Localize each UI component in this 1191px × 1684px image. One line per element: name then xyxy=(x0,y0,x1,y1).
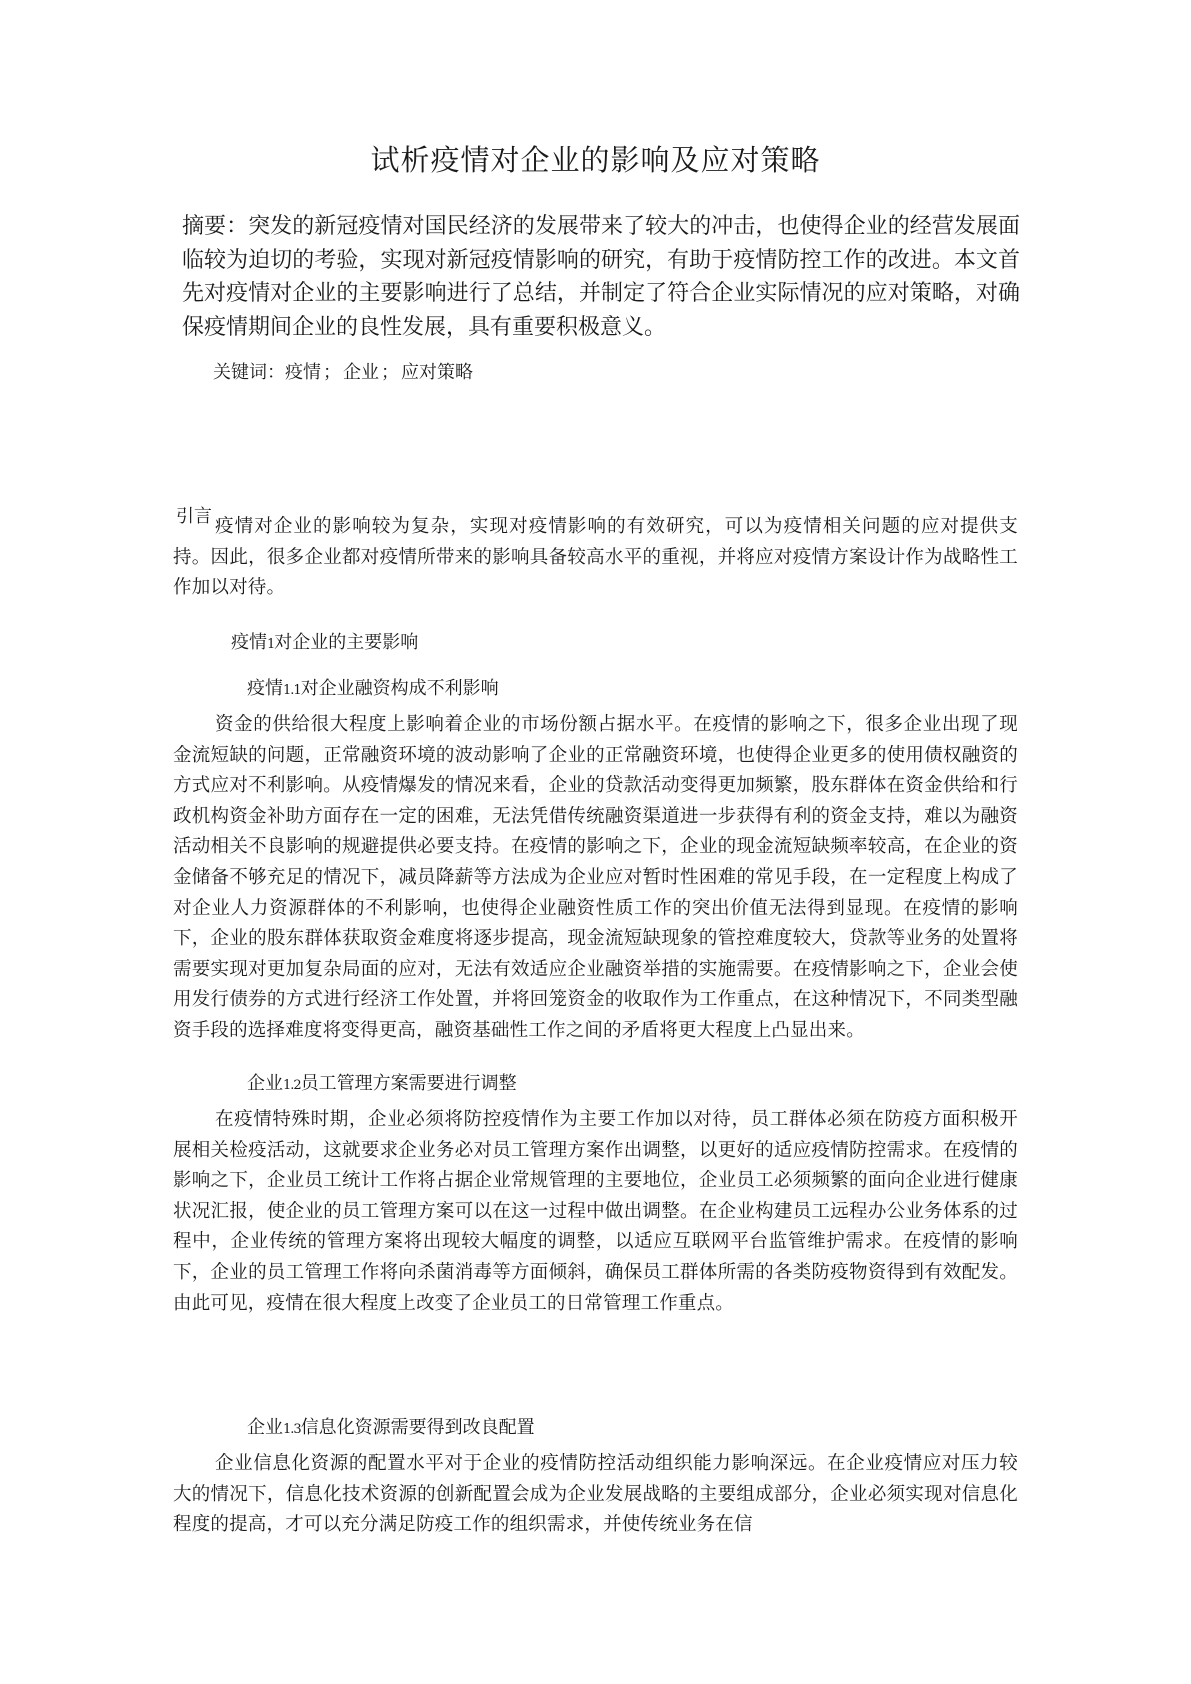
section-number: 1.2 xyxy=(283,1078,301,1093)
section-number: 1.3 xyxy=(283,1422,301,1437)
intro-paragraph: 疫情对企业的影响较为复杂，实现对疫情影响的有效研究，可以为疫情相关问题的应对提供支持。因此，很多企业都对疫情所带来的影响具备较高水平的重视，并将应对疫情方案设计作为战略性工作加以对待。 xyxy=(173,516,1018,599)
section-heading-text: 信息化资源需要得到改良配置 xyxy=(300,1417,535,1438)
section-heading-text: 对企业的主要影响 xyxy=(274,632,419,653)
keywords-label: 关键词： xyxy=(213,362,285,383)
abstract-paragraph xyxy=(172,210,1020,344)
section-number: 1 xyxy=(267,637,275,652)
abstract-text: 摘要：突发的新冠疫情对国民经济的发展带来了较大的冲击，也使得企业的经营发展面临较为迫切的考验，实现对新冠疫情影响的研究，有助于疫情防控工作的改进。本文首先对疫情对企业的主要影响进行了总结，并制定了符合企业实际情况的应对策略，对确保疫情期间企业的良性发展，具有重要积极意义。 xyxy=(182,214,1020,340)
section-heading-text: 企业 xyxy=(247,1417,283,1438)
subsection-1-2-paragraph: 在疫情特殊时期，企业必须将防控疫情作为主要工作加以对待，员工群体必须在防疫方面积极开展相关检疫活动，这就要求企业务必对员工管理方案作出调整，以更好的适应疫情防控需求。在疫情的影响之下，企业员工统计工作将占据企业常规管理的主要地位，企业员工必须频繁的面向企业进行健康状况汇报，使企业的员工管理方案可以在这一过程中做出调整。在企业构建员工远程办公业务体系的过程中，企业传统的管理方案将出现较大幅度的调整，以适应互联网平台监管维护需求。在疫情的影响下，企业的员工管理工作将向杀菌消毒等方面倾斜，确保员工群体所需的各类防疫物资得到有效配发。由此可见，疫情在很大程度上改变了企业员工的日常管理工作重点。 xyxy=(173,1109,1018,1314)
document-title: 试析疫情对企业的影响及应对策略 xyxy=(370,143,821,177)
section-1-heading xyxy=(231,628,418,654)
keyword-item: 疫情 xyxy=(285,362,321,383)
subsection-1-2-heading xyxy=(247,1069,517,1095)
keyword-item: 企业 xyxy=(343,362,379,383)
subsection-1-1-heading xyxy=(247,674,499,700)
section-number: 1.1 xyxy=(283,683,301,698)
section-heading-text: 员工管理方案需要进行调整 xyxy=(300,1073,517,1094)
keyword-separator: ； xyxy=(323,362,341,383)
section-heading-text: 疫情 xyxy=(231,632,267,653)
keywords-line xyxy=(213,358,473,384)
section-heading-text: 对企业融资构成不利影响 xyxy=(300,678,499,699)
subsection-1-3-heading xyxy=(247,1413,535,1439)
keyword-separator: ； xyxy=(381,362,399,383)
keyword-item: 应对策略 xyxy=(401,362,473,383)
section-heading-text: 企业 xyxy=(247,1073,283,1094)
subsection-1-1-paragraph: 资金的供给很大程度上影响着企业的市场份额占据水平。在疫情的影响之下，很多企业出现了现金流短缺的问题，正常融资环境的波动影响了企业的正常融资环境，也使得企业更多的使用债权融资的方式应对不利影响。从疫情爆发的情况来看，企业的贷款活动变得更加频繁，股东群体在资金供给和行政机构资金补助方面存在一定的困难，无法凭借传统融资渠道进一步获得有利的资金支持，难以为融资活动相关不良影响的规避提供必要支持。在疫情的影响之下，企业的现金流短缺频率较高，在企业的资金储备不够充足的情况下，减员降薪等方法成为企业应对暂时性困难的常见手段，在一定程度上构成了对企业人力资源群体的不利影响，也使得企业融资性质工作的突出价值无法得到显现。在疫情的影响下，企业的股东群体获取资金难度将逐步提高，现金流短缺现象的管控难度较大，贷款等业务的处置将需要实现对更加复杂局面的应对，无法有效适应企业融资举措的实施需要。在疫情影响之下，企业会使用发行债券的方式进行经济工作处置，并将回笼资金的收取作为工作重点，在这种情况下，不同类型融资手段的选择难度将变得更高，融资基础性工作之间的矛盾将更大程度上凸显出来。 xyxy=(173,714,1018,1041)
section-heading-text: 疫情 xyxy=(247,678,283,699)
intro-heading: 引言 xyxy=(176,506,212,527)
subsection-1-3-paragraph: 企业信息化资源的配置水平对于企业的疫情防控活动组织能力影响深远。在企业疫情应对压力较大的情况下，信息化技术资源的创新配置会成为企业发展战略的主要组成部分，企业必须实现对信息化程度的提高，才可以充分满足防疫工作的组织需求，并使传统业务在信 xyxy=(173,1453,1018,1536)
